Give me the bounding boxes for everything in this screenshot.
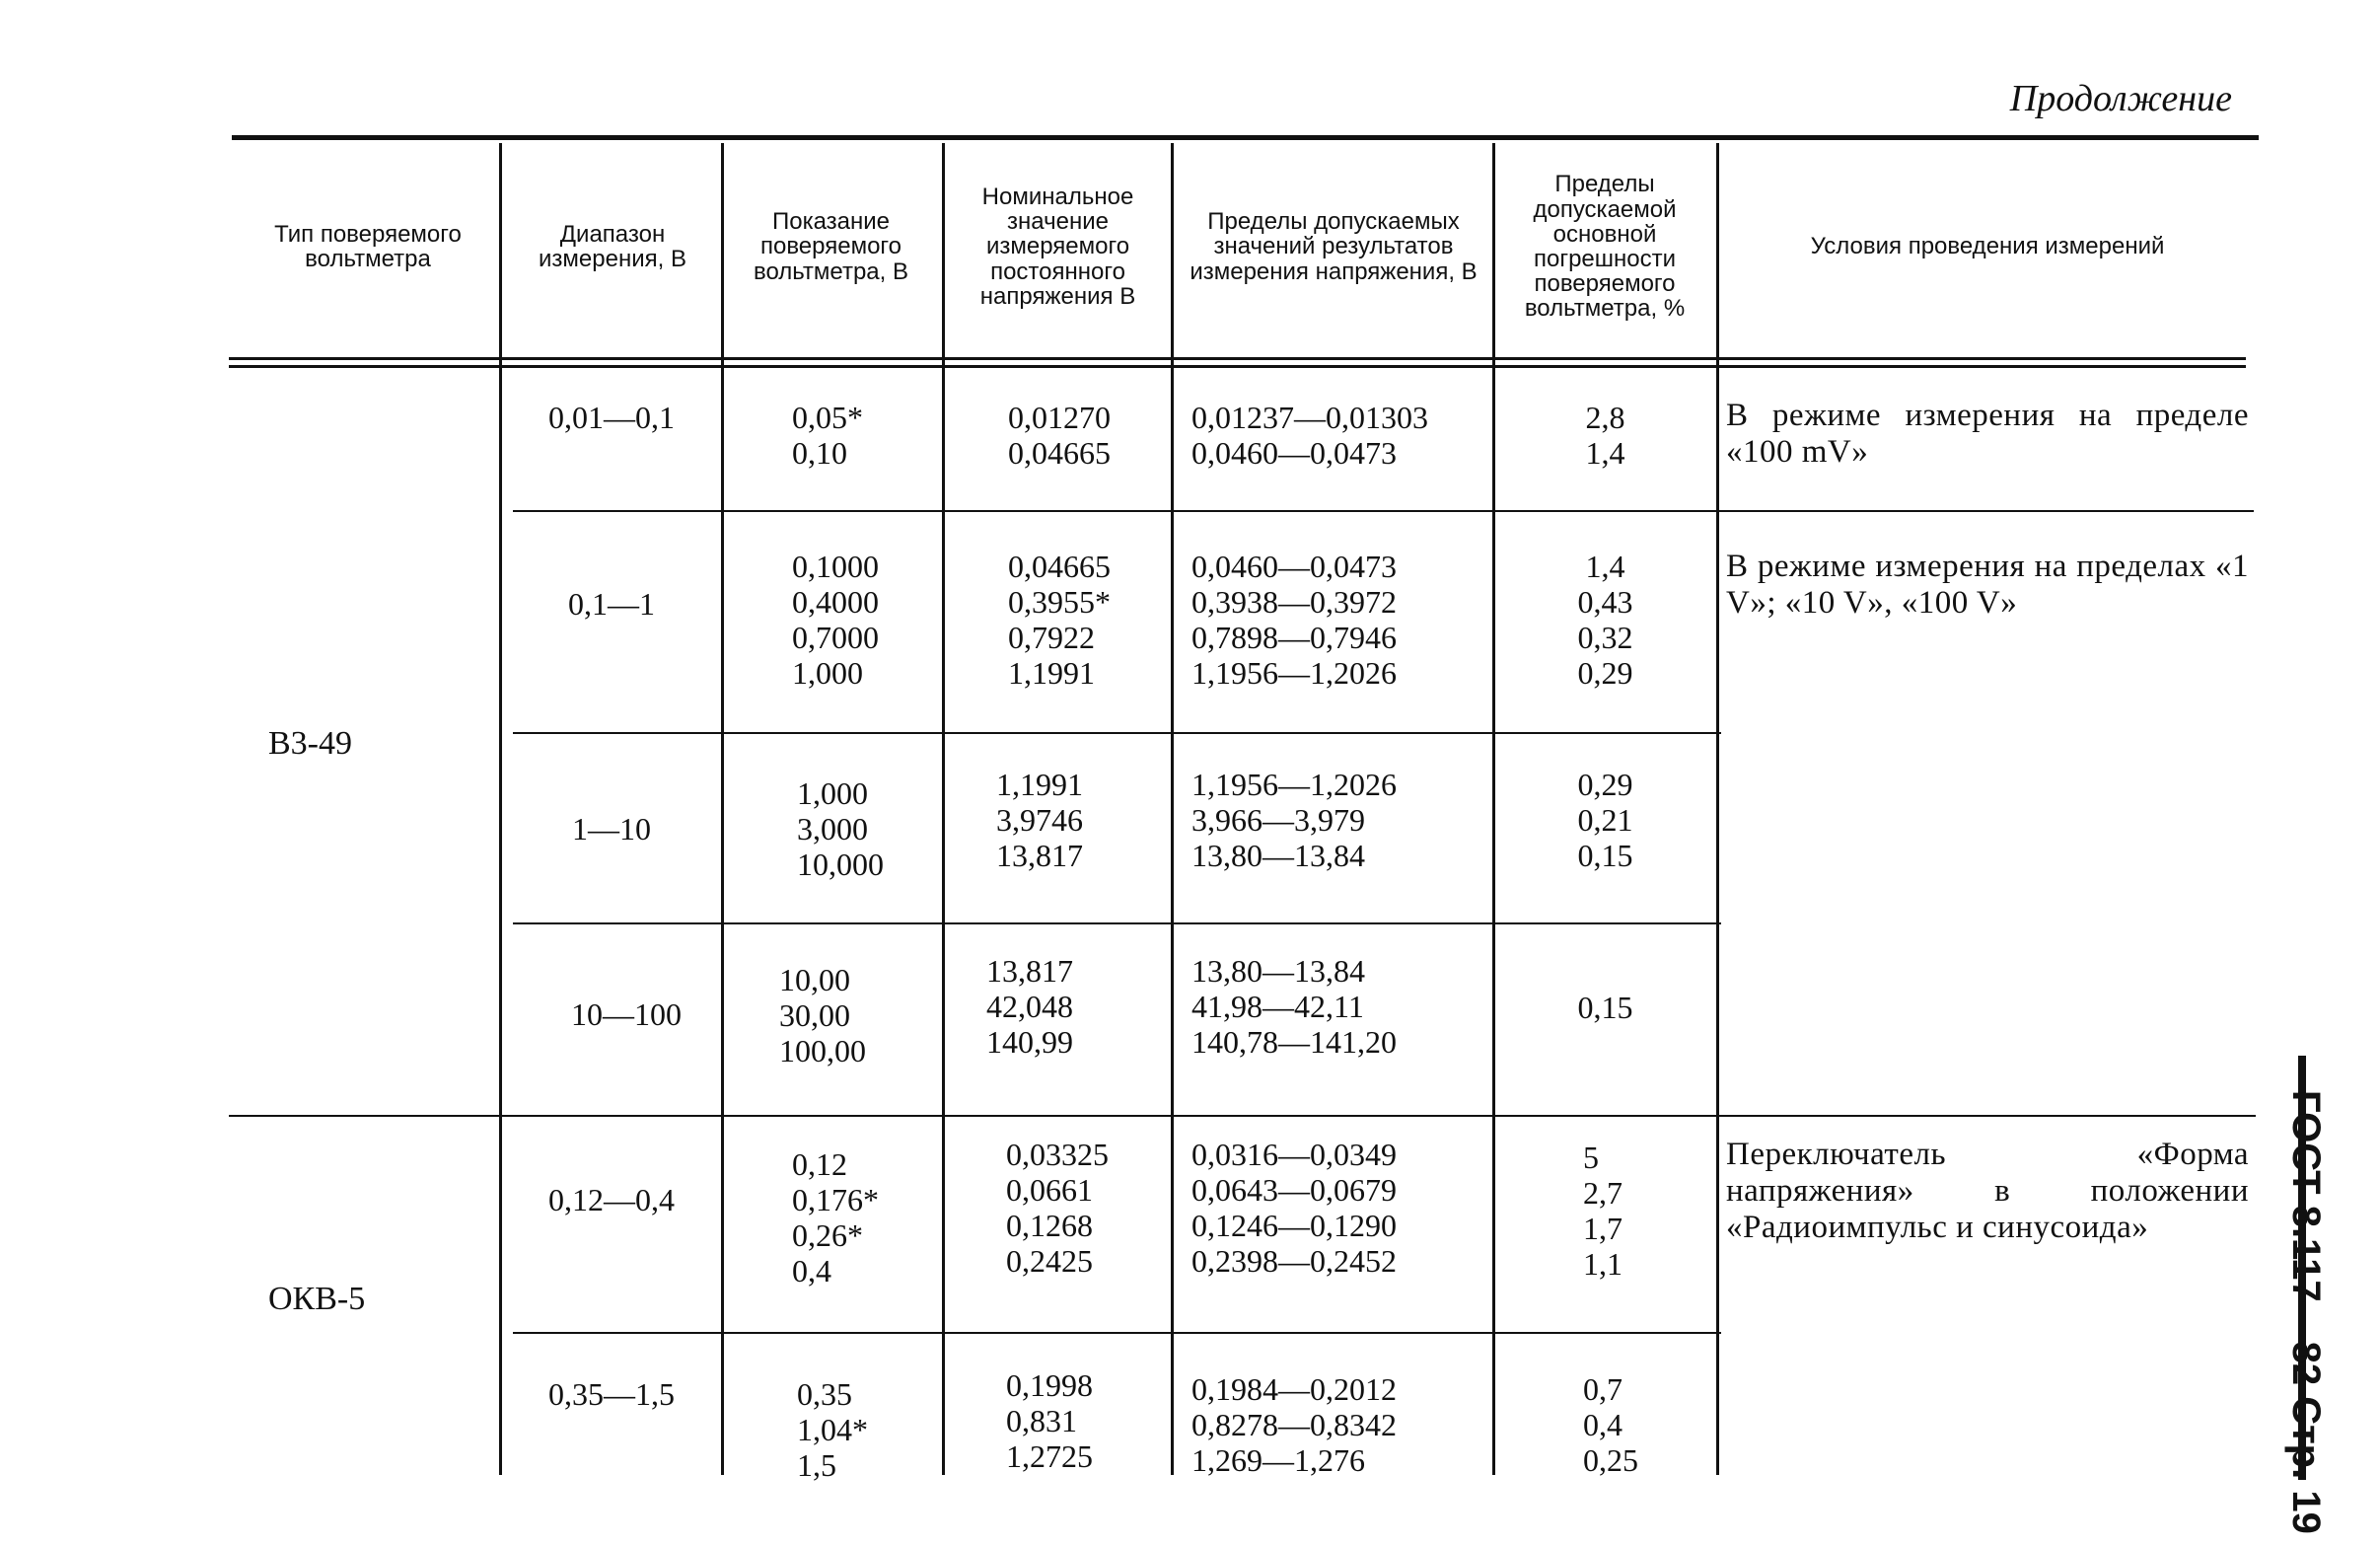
- nominal-cell: 0,1998 0,831 1,2725: [1006, 1367, 1093, 1474]
- reading-cell: 0,1000 0,4000 0,7000 1,000: [792, 549, 879, 691]
- error-cell: 0,29 0,21 0,15: [1577, 767, 1633, 873]
- continuation-label: Продолжение: [2009, 78, 2232, 119]
- reading-cell: 0,12 0,176* 0,26* 0,4: [792, 1146, 879, 1288]
- range-cell: 1—10: [572, 811, 651, 847]
- nominal-cell: 13,817 42,048 140,99: [986, 953, 1073, 1060]
- condition-cell: Переключатель «Форма напряжения» в положении «Радиоимпульс и синусоида»: [1726, 1137, 2249, 1245]
- row-separator: [513, 1332, 1721, 1334]
- voltmeter-type: ОКВ-5: [268, 1281, 366, 1317]
- limits-cell: 1,1956—1,2026 3,966—3,979 13,80—13,84: [1191, 767, 1397, 873]
- col-divider: [721, 143, 724, 1475]
- range-cell: 0,35—1,5: [548, 1376, 675, 1412]
- range-cell: 10—100: [571, 996, 682, 1032]
- range-cell: 0,01—0,1: [548, 400, 675, 435]
- header-rule-2: [229, 365, 2246, 368]
- nominal-cell: 0,03325 0,0661 0,1268 0,2425: [1006, 1137, 1109, 1279]
- col-divider: [1492, 143, 1495, 1475]
- reading-cell: 1,000 3,000 10,000: [797, 775, 884, 882]
- error-cell: 5 2,7 1,7 1,1: [1583, 1140, 1623, 1282]
- condition-cell: В режиме измерения на пределах «1 V»; «10 V», «100 V»: [1726, 549, 2249, 621]
- header-type: Тип поверяемого вольтметра: [274, 220, 462, 272]
- voltmeter-type: В3-49: [268, 725, 352, 762]
- limits-cell: 0,0316—0,0349 0,0643—0,0679 0,1246—0,1290 0,2398—0,2452: [1191, 1137, 1397, 1279]
- header-conditions: Условия проведения измерений: [1810, 233, 2165, 260]
- top-rule: [232, 135, 2259, 140]
- error-cell: 1,4 0,43 0,32 0,29: [1577, 549, 1633, 691]
- range-cell: 0,1—1: [568, 586, 655, 622]
- header-limits: Пределы допускаемых значений результатов измерения напряжения, В: [1190, 208, 1478, 285]
- reading-cell: 0,05* 0,10: [792, 400, 863, 471]
- header-nominal: Номинальное значение измеряемого постоянного напряжения В: [979, 184, 1136, 310]
- row-separator: [513, 732, 1721, 734]
- col-divider: [1171, 143, 1174, 1475]
- row-separator: [513, 922, 1721, 924]
- row-separator: [513, 510, 2254, 512]
- row-separator: [229, 1115, 2256, 1117]
- error-cell: 0,15: [1577, 990, 1633, 1025]
- header-reading: Показание поверяемого вольтметра, В: [753, 208, 908, 285]
- nominal-cell: 1,1991 3,9746 13,817: [996, 767, 1083, 873]
- condition-cell: В режиме измерения на пределе «100 mV»: [1726, 398, 2249, 470]
- range-cell: 0,12—0,4: [548, 1182, 675, 1217]
- reading-cell: 10,00 30,00 100,00: [779, 962, 866, 1068]
- limits-cell: 0,1984—0,2012 0,8278—0,8342 1,269—1,276: [1191, 1371, 1397, 1478]
- error-cell: 2,8 1,4: [1585, 400, 1625, 471]
- header-error: Пределы допускаемой основной погрешности поверяемого вольтметра, %: [1524, 171, 1686, 323]
- limits-cell: 13,80—13,84 41,98—42,11 140,78—141,20: [1191, 953, 1397, 1060]
- limits-cell: 0,01237—0,01303 0,0460—0,0473: [1191, 400, 1428, 471]
- header-rule: [229, 357, 2246, 360]
- reading-cell: 0,35 1,04* 1,5: [797, 1376, 868, 1483]
- col-divider: [942, 143, 945, 1475]
- error-cell: 0,7 0,4 0,25: [1583, 1371, 1638, 1478]
- col-divider: [1716, 143, 1719, 1475]
- nominal-cell: 0,04665 0,3955* 0,7922 1,1991: [1008, 549, 1111, 691]
- page-side-label: ГОСТ 8.117—82 Стр. 19: [2284, 1090, 2328, 1534]
- header-range: Диапазон измерения, В: [539, 220, 686, 272]
- col-divider: [499, 143, 502, 1475]
- limits-cell: 0,0460—0,0473 0,3938—0,3972 0,7898—0,7946 1,1956—1,2026: [1191, 549, 1397, 691]
- nominal-cell: 0,01270 0,04665: [1008, 400, 1111, 471]
